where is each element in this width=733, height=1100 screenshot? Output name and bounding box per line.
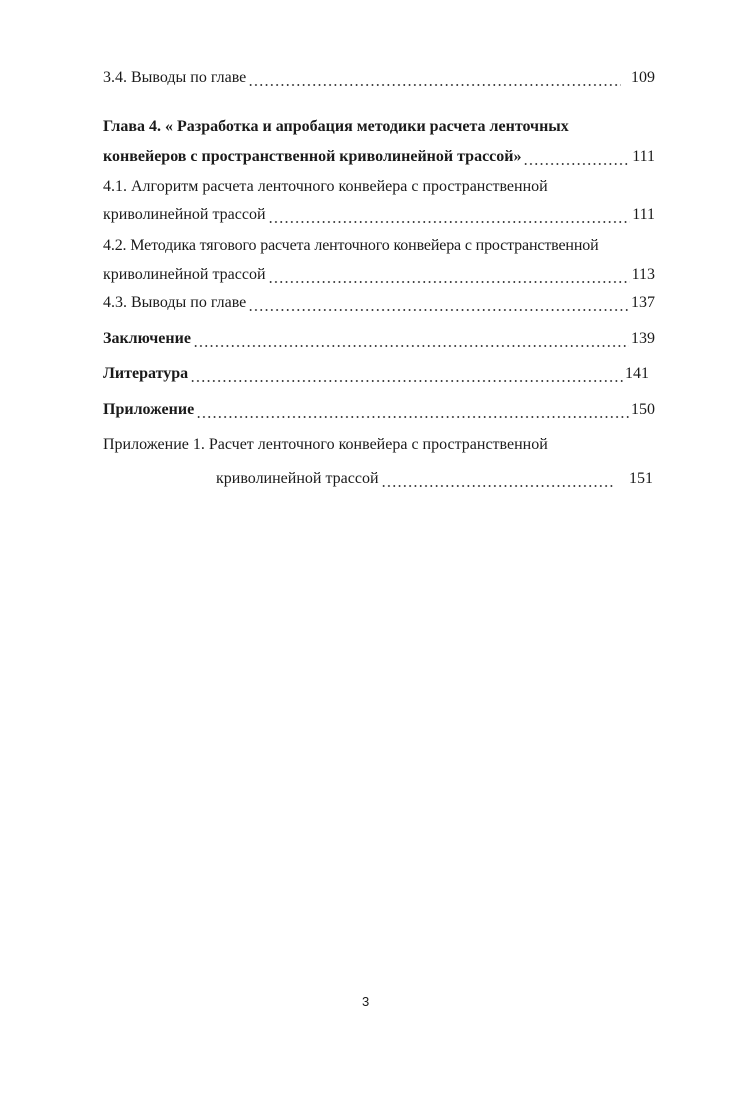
toc-chapter-4[interactable] (103, 147, 655, 167)
dot-leader (196, 400, 629, 420)
toc-entry-title: криволинейной трассой (103, 206, 266, 223)
toc-conclusion[interactable] (103, 329, 655, 349)
toc-entry-page: 141 (625, 365, 649, 382)
toc-entry-4-2[interactable] (103, 265, 655, 285)
toc-entry-page: 111 (632, 148, 655, 165)
dot-leader (248, 293, 629, 313)
toc-appendix-1[interactable] (216, 469, 653, 489)
dot-leader (523, 147, 630, 167)
page-number: 3 (362, 994, 370, 1009)
toc-entry-page: 150 (631, 401, 655, 418)
toc-entry-4-1-line1[interactable]: 4.1. Алгоритм расчета ленточного конвейера с пространственной (103, 178, 548, 195)
toc-entry-title: 3.4. Выводы по главе (103, 69, 247, 86)
dot-leader (190, 364, 623, 384)
toc-entry-page: 111 (632, 206, 655, 223)
toc-literature[interactable] (103, 364, 649, 384)
toc-chapter-4-title-line1[interactable]: Глава 4. « Разработка и апробация методики расчета ленточных (103, 118, 569, 135)
dot-leader (268, 205, 631, 225)
toc-entry-page: 137 (631, 294, 655, 311)
toc-entry-page: 113 (631, 266, 655, 283)
toc-entry-4-2-line1[interactable]: 4.2. Методика тягового расчета ленточного конвейера с пространственной (103, 237, 599, 254)
toc-appendix[interactable] (103, 400, 655, 420)
dot-leader (268, 265, 630, 285)
toc-entry-page: 151 (629, 470, 653, 487)
toc-appendix-1-line1[interactable]: Приложение 1. Расчет ленточного конвейера с пространственной (103, 436, 548, 453)
toc-entry-title: конвейеров с пространственной криволинейной трассой» (103, 148, 522, 165)
toc-entry-title: 4.3. Выводы по главе (103, 294, 247, 311)
toc-entry-page: 139 (631, 330, 655, 347)
dot-leader (193, 329, 629, 349)
toc-entry-title: Заключение (103, 330, 191, 347)
toc-entry-title: криволинейной трассой (216, 470, 379, 487)
toc-entry-title: криволинейной трассой (103, 266, 266, 283)
toc-entry-4-1[interactable] (103, 205, 655, 225)
dot-leader (248, 68, 621, 88)
toc-entry-3-4[interactable] (103, 68, 655, 88)
toc-entry-page: 109 (631, 69, 655, 86)
toc-entry-title: Приложение (103, 401, 195, 418)
toc-entry-4-3[interactable] (103, 293, 655, 313)
dot-leader (381, 469, 615, 489)
toc-entry-title: Литература (103, 365, 189, 382)
